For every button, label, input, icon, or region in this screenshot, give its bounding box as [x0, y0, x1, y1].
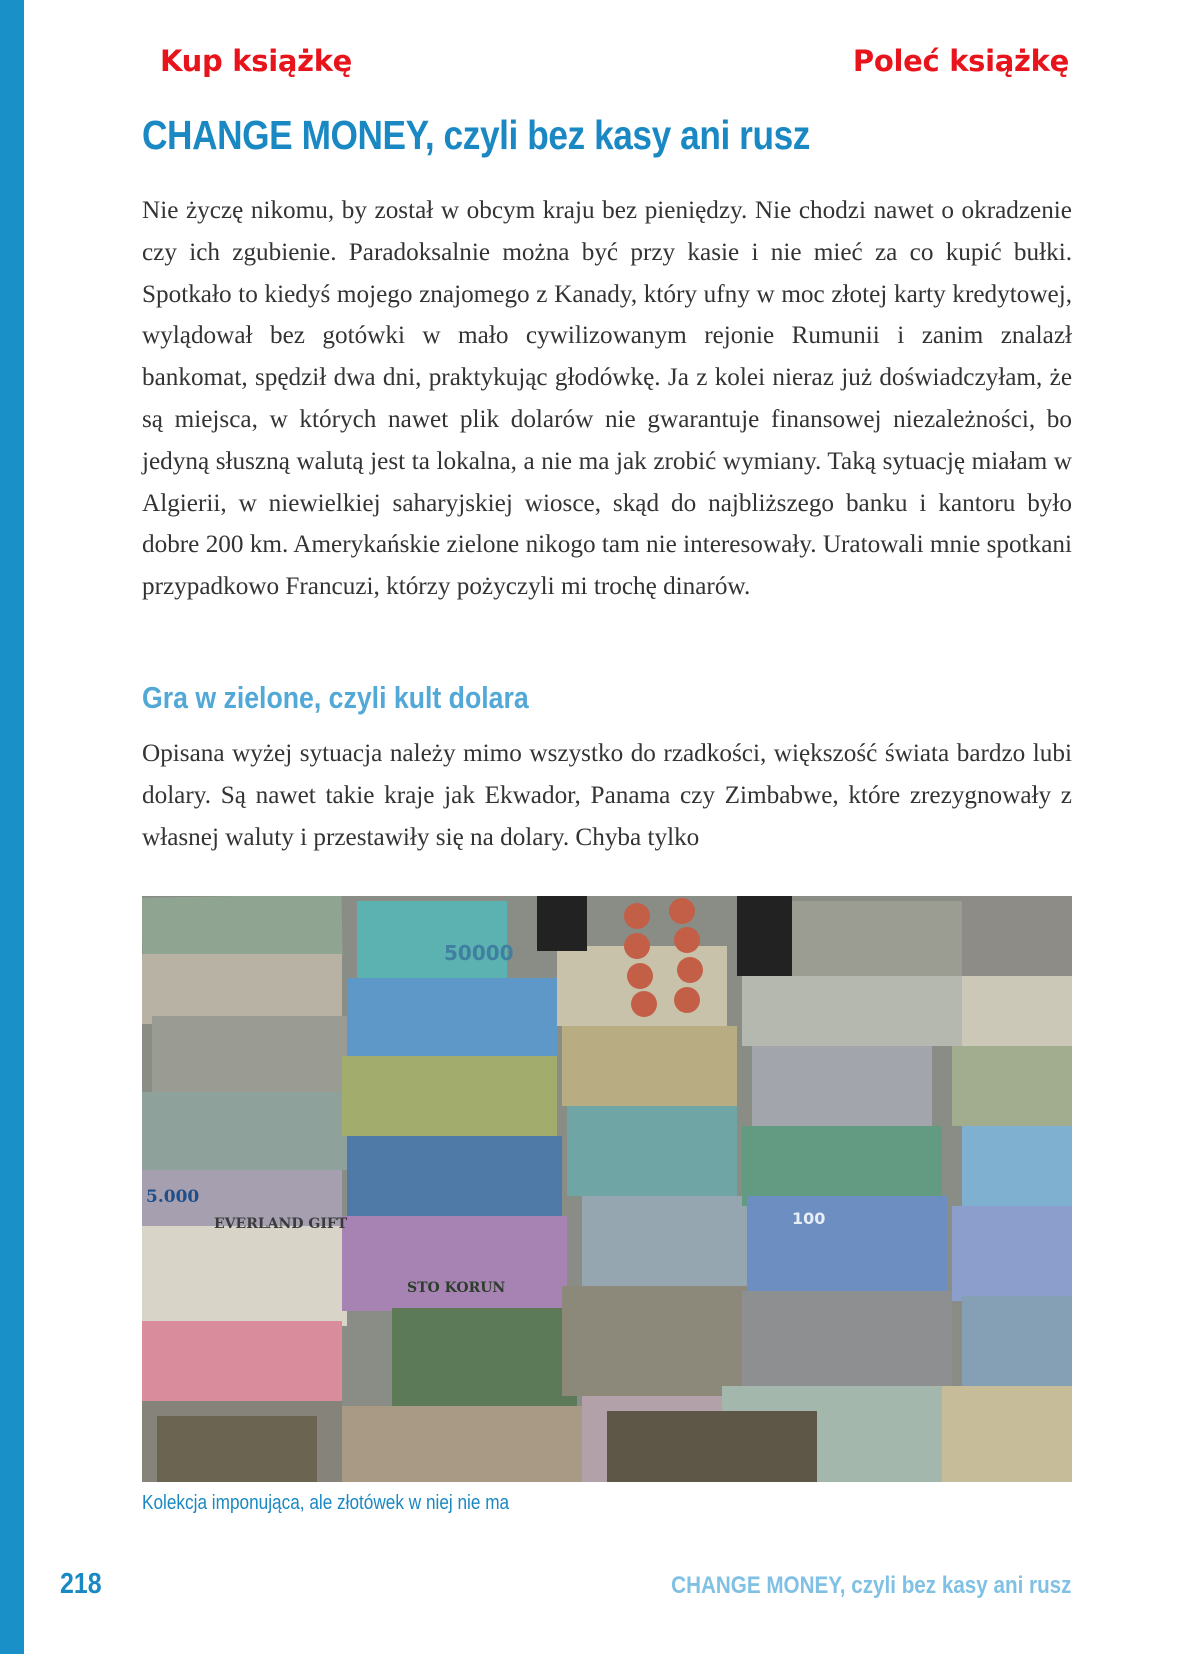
banknote-label-5000: 5.000 [146, 1187, 200, 1207]
chapter-title: CHANGE MONEY, czyli bez kasy ani rusz [142, 112, 810, 158]
banknotes-illustration [142, 896, 1072, 1482]
banknote-label-50000: 50000 [444, 941, 514, 965]
side-color-bar [0, 0, 24, 1654]
banknotes-photo [142, 896, 1072, 1482]
buy-book-link[interactable]: Kup książkę [160, 44, 353, 78]
banknote-label-everland: EVERLAND GIFT [214, 1216, 348, 1232]
banknote-label-sto-korun: STO KORUN [407, 1280, 506, 1296]
photo-caption: Kolekcja imponująca, ale złotówek w niej nie ma [142, 1492, 510, 1514]
page-number: 218 [60, 1568, 102, 1600]
body-paragraph-1: Nie życzę nikomu, by został w obcym kraju bez pieniędzy. Nie chodzi nawet o okradzenie czy ich zgubienie. Paradoksalnie można być przy kasie i nie mieć za co kupić bułki. Spotkało to kiedyś mojego znajomego z Kanady, który ufny w moc złotej karty kredytowej, wylądował bez gotówki w mało cywilizowanym rejonie Rumunii i zanim znalazł bankomat, spędził dwa dni, praktykując głodówkę. Ja z kolei nieraz już doświadczyłam, że są miejsca, w których nawet plik dolarów nie gwarantuje finansowej niezależności, bo jedyną słuszną walutą jest ta lokalna, a nie ma jak zrobić wymiany. Taką sytuację miałam w Algierii, w niewielkiej saharyjskiej wiosce, skąd do najbliższego banku i kantoru było dobre 200 km. Amerykańskie zielone nikogo tam nie interesowały. Uratowali mnie spotkani przypadkowo Francuzi, którzy pożyczyli mi trochę dinarów. [142, 197, 1072, 601]
body-paragraph-2: Opisana wyżej sytuacja należy mimo wszystko do rzadkości, większość świata bardzo lubi dolary. Są nawet takie kraje jak Ekwador, Panama czy Zimbabwe, które zrezygnowały z własnej waluty i przestawiły się na dolary. Chyba tylko [142, 740, 1072, 851]
banknote-label-100: 100 [792, 1209, 826, 1228]
running-title: CHANGE MONEY, czyli bez kasy ani rusz [670, 1572, 1071, 1599]
recommend-book-link[interactable]: Poleć książkę [852, 44, 1069, 78]
section-title: Gra w zielone, czyli kult dolara [142, 680, 529, 715]
